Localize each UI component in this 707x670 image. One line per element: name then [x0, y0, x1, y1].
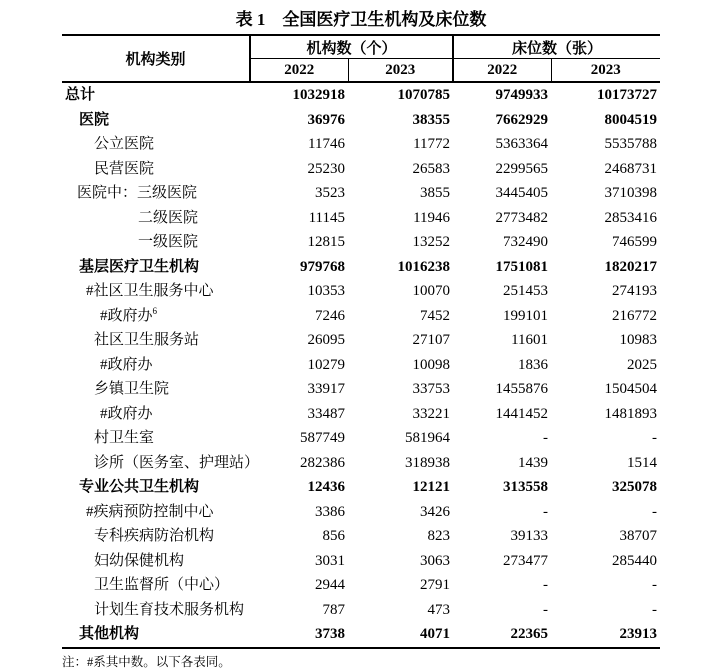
value-cell: 10983: [619, 332, 658, 348]
table-row: [62, 328, 660, 353]
value-cell: 2025: [627, 356, 658, 373]
value-cell: 36976: [307, 111, 345, 128]
column-header-category: 机构类别: [62, 35, 250, 82]
value-cell: 979768: [300, 258, 345, 275]
row-label: #疾病预防控制中心: [86, 503, 214, 520]
value-cell: 2791: [420, 577, 451, 593]
column-group-institutions: 机构数（个）: [250, 35, 453, 59]
row-label: 乡镇卫生院: [94, 381, 170, 397]
value-cell: 11946: [413, 209, 451, 226]
value-cell: 10279: [307, 356, 345, 373]
value-cell: 10173727: [597, 87, 658, 103]
value-cell: 787: [322, 601, 345, 618]
year-header-institutions-2022: 2022: [250, 59, 348, 83]
table-row: [62, 426, 660, 451]
value-cell: 39133: [510, 528, 549, 544]
value-cell: 8004519: [604, 111, 658, 128]
value-cell: 216772: [612, 307, 658, 324]
table-row: [62, 304, 660, 329]
value-cell: 1751081: [495, 258, 549, 275]
value-cell: 823: [427, 528, 451, 544]
value-cell: 33221: [412, 405, 451, 422]
table-row: [62, 451, 660, 476]
table-row: [62, 353, 660, 378]
value-cell: 12436: [307, 479, 345, 495]
value-cell: 38707: [619, 528, 658, 544]
table-row: [62, 598, 660, 623]
value-cell: 11772: [413, 136, 451, 152]
value-cell: 473: [427, 601, 451, 618]
value-cell: 9749933: [495, 87, 549, 103]
value-cell: 10353: [307, 283, 345, 299]
value-cell: 732490: [503, 234, 549, 250]
table-row: [62, 108, 660, 133]
table-row: [62, 230, 660, 255]
year-header-beds-2022: 2022: [453, 59, 551, 83]
value-cell: -: [652, 503, 658, 520]
table-row: [62, 622, 660, 648]
value-cell: 7246: [315, 307, 345, 324]
value-cell: 22365: [510, 626, 549, 642]
table-row: [62, 181, 660, 206]
table-row: [62, 573, 660, 598]
table-row: [62, 132, 660, 157]
value-cell: 10070: [412, 283, 451, 299]
value-cell: 199101: [503, 307, 549, 324]
table-row: [62, 82, 660, 108]
value-cell: 26583: [412, 160, 451, 177]
value-cell: 5363364: [495, 136, 549, 152]
value-cell: 1455876: [495, 381, 549, 397]
table-header: [62, 35, 660, 82]
value-cell: 2299565: [495, 160, 549, 177]
value-cell: 12815: [307, 234, 345, 250]
value-cell: -: [543, 430, 549, 446]
value-cell: 13252: [412, 234, 451, 250]
value-cell: 7662929: [495, 111, 549, 128]
table-row: [62, 475, 660, 500]
value-cell: -: [543, 503, 549, 520]
table-row: [62, 500, 660, 525]
value-cell: 5535788: [604, 136, 658, 152]
table-title: 表 1 全国医疗卫生机构及床位数: [235, 10, 487, 29]
row-label: 总计: [65, 87, 96, 103]
value-cell: 3710398: [604, 185, 658, 201]
value-cell: 746599: [612, 234, 658, 250]
row-label: 妇幼保健机构: [94, 552, 185, 569]
value-cell: 33917: [307, 381, 345, 397]
row-label: 卫生监督所（中心）: [94, 577, 230, 593]
table-body: [62, 82, 660, 648]
value-cell: 251453: [503, 283, 549, 299]
row-label: 公立医院: [94, 136, 155, 152]
value-cell: 3523: [315, 185, 345, 201]
value-cell: 3855: [420, 185, 451, 201]
stats-table: [62, 34, 660, 649]
value-cell: 2853416: [604, 209, 658, 226]
row-label: 专科疾病防治机构: [94, 528, 215, 544]
value-cell: 856: [322, 528, 345, 544]
value-cell: -: [543, 577, 549, 593]
year-header-institutions-2023: 2023: [348, 59, 453, 83]
value-cell: 1514: [627, 454, 658, 471]
value-cell: 38355: [412, 111, 451, 128]
row-label: #政府办: [100, 405, 153, 422]
value-cell: 1070785: [397, 87, 451, 103]
table-footnote: 注：#系其中数。以下各表同。: [62, 654, 231, 669]
row-label: 社区卫生服务站: [94, 332, 200, 348]
table-row: [62, 157, 660, 182]
row-label: 其他机构: [79, 626, 140, 642]
value-cell: 11746: [308, 136, 345, 152]
value-cell: 7452: [420, 307, 451, 324]
row-label: #社区卫生服务中心: [86, 283, 214, 299]
value-cell: 1504504: [604, 381, 658, 397]
table-row: [62, 402, 660, 427]
value-cell: 27107: [412, 332, 451, 348]
value-cell: 285440: [612, 552, 658, 569]
row-label: 医院: [79, 111, 110, 128]
value-cell: 10098: [412, 356, 451, 373]
table-row: [62, 524, 660, 549]
value-cell: 581964: [405, 430, 451, 446]
row-label: 二级医院: [138, 209, 199, 226]
value-cell: 1836: [518, 356, 549, 373]
table-row: [62, 255, 660, 280]
row-label: 一级医院: [138, 234, 199, 250]
table-row: [62, 377, 660, 402]
value-cell: 11145: [308, 209, 345, 226]
value-cell: 2773482: [495, 209, 549, 226]
value-cell: 3031: [315, 552, 345, 569]
value-cell: 3738: [315, 626, 345, 642]
table-row: [62, 206, 660, 231]
value-cell: 23913: [619, 626, 658, 642]
table-block: [62, 6, 660, 670]
value-cell: 11601: [511, 332, 549, 348]
value-cell: 1441452: [495, 405, 549, 422]
value-cell: 1032918: [292, 87, 345, 103]
value-cell: -: [652, 577, 658, 593]
column-group-beds: 床位数（张）: [453, 35, 660, 59]
value-cell: 1016238: [397, 258, 451, 275]
value-cell: 33753: [412, 381, 451, 397]
value-cell: 282386: [300, 454, 345, 471]
value-cell: 3386: [315, 503, 345, 520]
value-cell: 2468731: [604, 160, 658, 177]
row-label: 专业公共卫生机构: [79, 479, 200, 495]
table-row: [62, 279, 660, 304]
value-cell: 4071: [420, 626, 451, 642]
row-label: #政府办: [100, 356, 153, 373]
table-row: [62, 549, 660, 574]
value-cell: 25230: [307, 160, 345, 177]
value-cell: 3426: [420, 503, 451, 520]
value-cell: 12121: [412, 479, 451, 495]
row-label: 诊所（医务室、护理站）: [94, 454, 260, 471]
row-label: 基层医疗卫生机构: [79, 258, 200, 275]
value-cell: 273477: [503, 552, 549, 569]
row-label: 计划生育技术服务机构: [94, 601, 245, 618]
value-cell: -: [652, 430, 658, 446]
value-cell: 1439: [518, 454, 549, 471]
value-cell: 274193: [612, 283, 658, 299]
value-cell: 1820217: [604, 258, 658, 275]
row-label: 村卫生室: [94, 430, 155, 446]
value-cell: 3063: [420, 552, 451, 569]
value-cell: 325078: [612, 479, 658, 495]
row-label: #政府办$^6$: [100, 305, 158, 324]
value-cell: 26095: [307, 332, 345, 348]
value-cell: 2944: [315, 577, 345, 593]
value-cell: -: [543, 601, 549, 618]
row-label: 医院中：三级医院: [77, 185, 198, 201]
value-cell: 313558: [503, 479, 549, 495]
value-cell: 33487: [307, 405, 345, 422]
value-cell: -: [652, 601, 658, 618]
value-cell: 587749: [300, 430, 345, 446]
value-cell: 3445405: [495, 185, 549, 201]
row-label: 民营医院: [94, 160, 155, 177]
value-cell: 318938: [405, 454, 451, 471]
year-header-beds-2023: 2023: [590, 61, 621, 78]
value-cell: 1481893: [604, 405, 658, 422]
